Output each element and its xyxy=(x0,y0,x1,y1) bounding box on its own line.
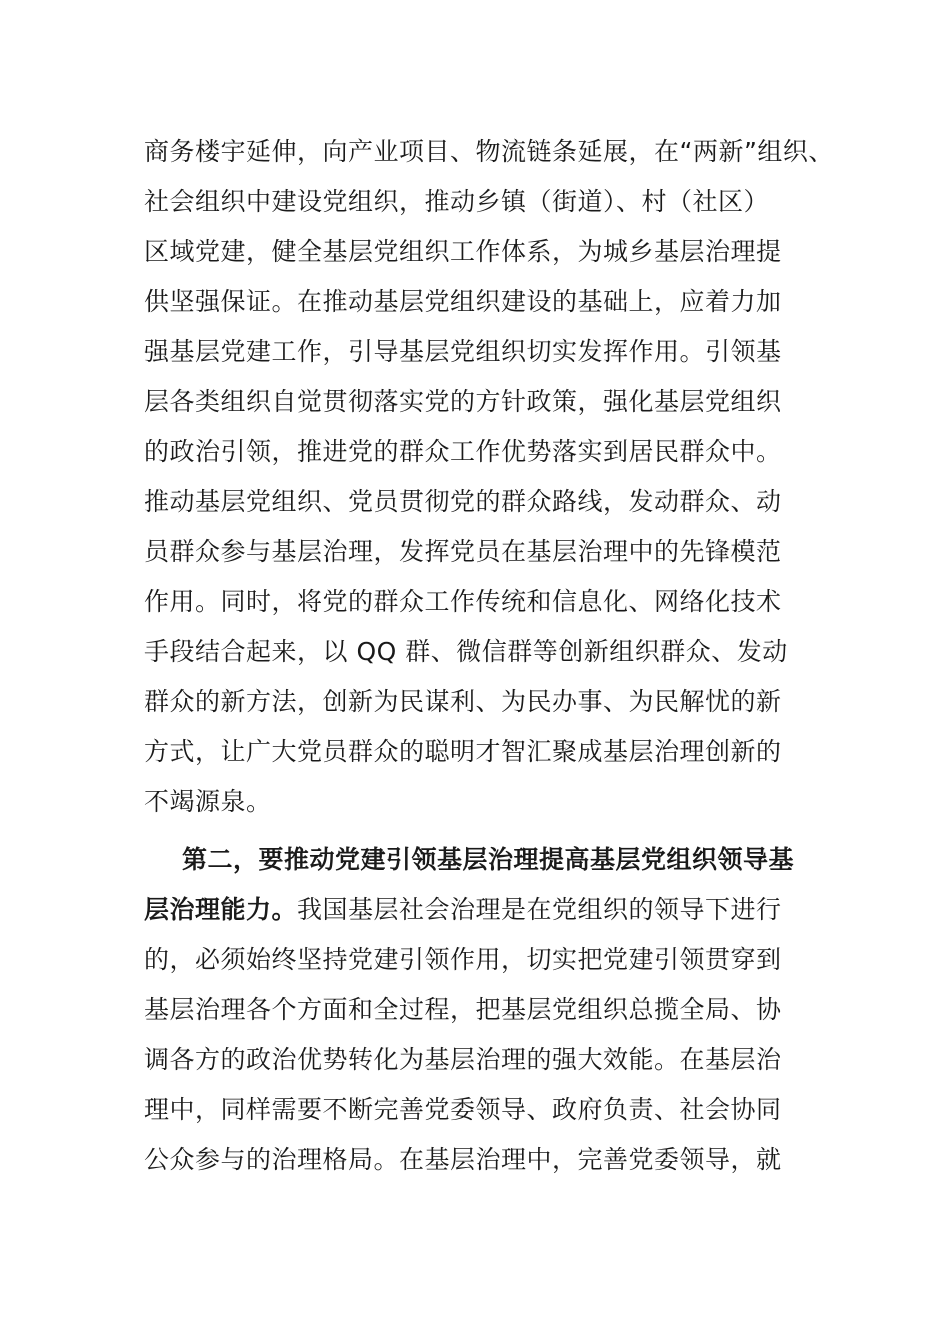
section-heading-end: 层治理能力。 xyxy=(144,895,298,924)
text-line: 的政治引领，推进党的群众工作优势落实到居民群众中。 xyxy=(144,437,782,466)
paragraph-2 xyxy=(144,835,824,1185)
text-line: 社会组织中建设党组织，推动乡镇（街道）、村（社区） xyxy=(144,187,770,216)
text-line: 调各方的政治优势转化为基层治理的强大效能。在基层治 xyxy=(144,1045,782,1074)
text-line: 公众参与的治理格局。在基层治理中，完善党委领导，就 xyxy=(144,1145,782,1174)
text-span: 我国基层社会治理是在党组织的领导下进行 xyxy=(297,895,782,924)
paragraph-1 xyxy=(144,127,834,827)
text-line: 手段结合起来，以 QQ 群、微信群等创新组织群众、发动 xyxy=(144,637,788,666)
text-line: 层各类组织自觉贯彻落实党的方针政策，强化基层党组织 xyxy=(144,387,782,416)
text-line: 商务楼宇延伸，向产业项目、物流链条延展，在“两新”组织、 xyxy=(144,137,834,166)
text-line: 作用。同时，将党的群众工作传统和信息化、网络化技术 xyxy=(144,587,782,616)
text-line: 基层治理各个方面和全过程，把基层党组织总揽全局、协 xyxy=(144,995,782,1024)
section-heading-line: 第二，要推动党建引领基层治理提高基层党组织领导基 xyxy=(182,845,795,874)
text-line: 强基层党建工作，引导基层党组织切实发挥作用。引领基 xyxy=(144,337,782,366)
text-line xyxy=(144,885,824,935)
text-line: 推动基层党组织、党员贯彻党的群众路线，发动群众、动 xyxy=(144,487,782,516)
text-line: 员群众参与基层治理，发挥党员在基层治理中的先锋模范 xyxy=(144,537,782,566)
text-line: 方式，让广大党员群众的聪明才智汇聚成基层治理创新的 xyxy=(144,737,782,766)
text-line: 不竭源泉。 xyxy=(144,787,272,816)
text-line: 群众的新方法，创新为民谋利、为民办事、为民解忧的新 xyxy=(144,687,782,716)
text-line: 的，必须始终坚持党建引领作用，切实把党建引领贯穿到 xyxy=(144,945,782,974)
text-line: 理中，同样需要不断完善党委领导、政府负责、社会协同 xyxy=(144,1095,782,1124)
text-line: 供坚强保证。在推动基层党组织建设的基础上，应着力加 xyxy=(144,287,782,316)
text-line: 区域党建，健全基层党组织工作体系，为城乡基层治理提 xyxy=(144,237,782,266)
